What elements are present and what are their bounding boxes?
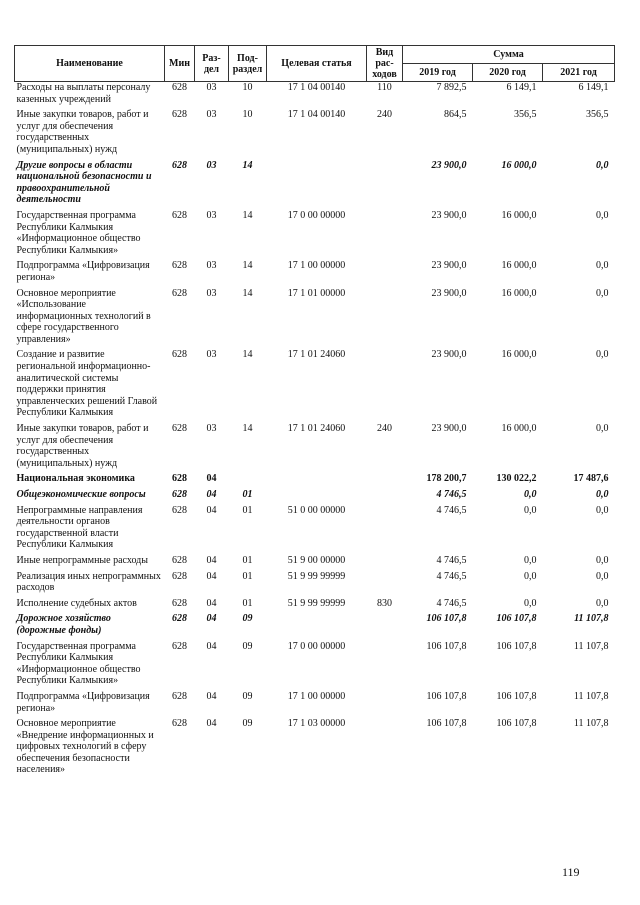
header-vid: Вид рас-ходов [367, 46, 403, 82]
cell-name: Дорожное хозяйство (дорожные фонды) [16, 613, 111, 636]
cell-celevaya: 17 1 01 24060 [287, 423, 346, 435]
cell-2020: 0,0 [524, 597, 537, 609]
cell-podrazdel: 09 [242, 690, 253, 702]
cell-name: Государственная программа Республики Калмыкия «Информационное общество Республики Калмыкия» [16, 209, 141, 256]
cell-celevaya: 17 1 01 24060 [287, 349, 346, 361]
cell-podrazdel: 01 [242, 489, 253, 500]
cell-min: 628 [172, 159, 187, 171]
cell-razdel: 04 [206, 473, 217, 485]
cell-min: 628 [172, 613, 187, 625]
cell-2021: 11 107,8 [574, 613, 609, 625]
cell-min: 628 [172, 570, 187, 582]
table-row [15, 691, 615, 718]
cell-min: 628 [172, 489, 187, 500]
cell-razdel: 03 [206, 349, 217, 361]
cell-2021: 11 107,8 [573, 690, 609, 702]
header-min: Мин [165, 46, 195, 82]
cell-2019: 106 107,8 [426, 640, 467, 652]
cell-name: Иные закупки товаров, работ и услуг для обеспечения государственных (муниципальных) нужд [16, 109, 149, 155]
cell-min: 628 [172, 82, 187, 93]
cell-min: 628 [172, 109, 187, 121]
cell-celevaya: 17 1 04 00140 [287, 109, 346, 121]
cell-min: 628 [172, 640, 187, 652]
cell-celevaya: 51 9 99 99999 [287, 597, 346, 609]
cell-podrazdel: 09 [242, 613, 253, 625]
cell-min: 628 [172, 473, 187, 485]
cell-2019: 106 107,8 [426, 613, 467, 625]
table-row [15, 349, 615, 423]
cell-vid: 240 [377, 109, 392, 121]
cell-2020: 106 107,8 [496, 718, 537, 730]
cell-min: 628 [172, 597, 187, 609]
cell-podrazdel: 09 [242, 640, 253, 652]
table-row [15, 288, 615, 350]
table-row [15, 571, 615, 598]
cell-vid [367, 160, 403, 210]
cell-celevaya: 17 1 00 00000 [287, 260, 346, 272]
cell-name: Иные закупки товаров, работ и услуг для обеспечения государственных (муниципальных) нужд [16, 423, 149, 469]
cell-2020: 16 000,0 [501, 423, 537, 435]
cell-razdel: 03 [206, 159, 217, 171]
cell-2020: 106 107,8 [496, 640, 537, 652]
cell-2019: 23 900,0 [431, 349, 467, 361]
cell-razdel: 03 [206, 209, 217, 221]
cell-razdel: 04 [206, 718, 217, 730]
cell-2020: 0,0 [524, 489, 537, 500]
cell-razdel: 04 [206, 690, 217, 702]
table-row [15, 641, 615, 691]
cell-min: 628 [172, 504, 187, 516]
cell-podrazdel: 14 [242, 287, 253, 299]
table-row [15, 489, 615, 505]
cell-name: Реализация иных непрограммных расходов [16, 570, 161, 594]
table-row [15, 505, 615, 555]
cell-min: 628 [172, 287, 187, 299]
table-row [15, 718, 615, 780]
cell-min: 628 [172, 349, 187, 361]
table-row [15, 555, 615, 571]
cell-2021: 6 149,1 [578, 82, 609, 93]
cell-celevaya: 17 1 01 00000 [287, 287, 346, 299]
cell-name: Расходы на выплаты персоналу казенных учреждений [16, 82, 151, 105]
cell-razdel: 04 [206, 554, 217, 566]
cell-podrazdel: 14 [242, 159, 253, 171]
cell-2021: 356,5 [586, 109, 609, 121]
cell-name: Национальная экономика [16, 473, 135, 485]
cell-2020: 16 000,0 [501, 349, 537, 361]
cell-name: Непрограммные направления деятельности органов государственной власти Республики Калмыкия [16, 504, 143, 551]
table-row [15, 423, 615, 473]
cell-celevaya: 17 0 00 00000 [287, 209, 346, 221]
cell-razdel: 04 [206, 570, 217, 582]
cell-2019: 23 900,0 [431, 260, 467, 272]
cell-podrazdel: 09 [242, 718, 253, 730]
cell-2020: 356,5 [514, 109, 537, 121]
cell-2020: 106 107,8 [496, 690, 537, 702]
cell-celevaya [267, 489, 367, 505]
cell-2019: 23 900,0 [431, 423, 467, 435]
cell-vid [367, 718, 403, 780]
cell-2019: 23 900,0 [431, 159, 467, 171]
table-row [15, 82, 615, 110]
cell-2021: 0,0 [596, 570, 609, 582]
cell-2021: 17 487,6 [573, 473, 609, 485]
cell-podrazdel: 10 [242, 82, 253, 93]
cell-vid [367, 349, 403, 423]
cell-min: 628 [172, 209, 187, 221]
cell-razdel: 03 [206, 260, 217, 272]
cell-min: 628 [172, 423, 187, 435]
cell-celevaya: 17 1 00 00000 [287, 690, 346, 702]
cell-2020: 0,0 [524, 570, 537, 582]
cell-2020: 0,0 [524, 504, 537, 516]
cell-razdel: 04 [206, 489, 217, 500]
cell-podrazdel: 01 [242, 570, 253, 582]
cell-razdel: 04 [206, 640, 217, 652]
cell-name: Подпрограмма «Цифровизация региона» [16, 690, 150, 714]
cell-celevaya [267, 613, 367, 640]
cell-2020: 106 107,8 [496, 613, 537, 625]
cell-vid [367, 555, 403, 571]
cell-vid [367, 260, 403, 287]
cell-vid [367, 210, 403, 260]
cell-2019: 4 746,5 [436, 504, 467, 516]
cell-2020: 6 149,1 [506, 82, 537, 93]
cell-min: 628 [172, 554, 187, 566]
cell-name: Исполнение судебных актов [16, 597, 137, 609]
cell-vid [367, 613, 403, 640]
table-row [15, 160, 615, 210]
cell-2021: 0,0 [596, 260, 609, 272]
cell-vid [367, 571, 403, 598]
table-row [15, 613, 615, 640]
cell-podrazdel: 01 [242, 554, 253, 566]
header-2021: 2021 год [543, 64, 615, 82]
cell-vid [367, 473, 403, 489]
cell-celevaya: 51 9 99 99999 [287, 570, 346, 582]
cell-podrazdel: 14 [242, 349, 253, 361]
cell-2021: 0,0 [596, 423, 609, 435]
cell-razdel: 04 [206, 597, 217, 609]
cell-2020: 16 000,0 [501, 209, 537, 221]
cell-razdel: 03 [206, 109, 217, 121]
page-number: 119 [562, 865, 580, 879]
cell-name: Создание и развитие региональной информационно-аналитической системы поддержки принятия управленческих решений Главой Республики Калмыкия [16, 349, 158, 419]
cell-2019: 106 107,8 [426, 690, 467, 702]
cell-podrazdel: 14 [242, 260, 253, 272]
cell-2021: 0,0 [596, 349, 609, 361]
cell-podrazdel: 10 [242, 109, 253, 121]
cell-razdel: 03 [206, 82, 217, 93]
cell-razdel: 03 [206, 423, 217, 435]
cell-name: Основное мероприятие «Внедрение информационных и цифровых технологий в сферу обеспечения безопасности населения» [16, 718, 154, 776]
cell-2019: 4 746,5 [436, 597, 467, 609]
cell-vid [367, 505, 403, 555]
cell-2021: 0,0 [596, 504, 609, 516]
table-row [15, 598, 615, 614]
cell-2019: 4 746,5 [436, 554, 467, 566]
cell-celevaya: 17 1 03 00000 [287, 718, 346, 730]
cell-2019: 864,5 [444, 109, 467, 121]
cell-vid [367, 641, 403, 691]
cell-2021: 0,0 [596, 159, 609, 171]
cell-min: 628 [172, 260, 187, 272]
cell-podrazdel: 01 [242, 597, 253, 609]
cell-2019: 23 900,0 [431, 209, 467, 221]
cell-2019: 7 892,5 [436, 82, 467, 93]
cell-2020: 16 000,0 [501, 287, 537, 299]
cell-celevaya: 51 0 00 00000 [287, 504, 346, 516]
cell-name: Общеэкономические вопросы [16, 489, 146, 500]
table-row [15, 473, 615, 489]
cell-2021: 0,0 [596, 597, 609, 609]
header-2019: 2019 год [403, 64, 473, 82]
cell-2021: 0,0 [596, 554, 609, 566]
cell-2019: 4 746,5 [436, 570, 467, 582]
header-2020: 2020 год [473, 64, 543, 82]
table-row [15, 210, 615, 260]
cell-2021: 11 107,8 [573, 718, 609, 730]
table-row [15, 109, 615, 159]
cell-razdel: 04 [206, 613, 217, 625]
cell-2020: 16 000,0 [501, 159, 537, 171]
table-header [15, 46, 615, 82]
cell-2021: 0,0 [596, 489, 609, 500]
cell-razdel: 04 [206, 504, 217, 516]
cell-name: Иные непрограммные расходы [16, 554, 148, 566]
cell-celevaya: 17 1 04 00140 [287, 82, 346, 93]
cell-name: Государственная программа Республики Калмыкия «Информационное общество Республики Калмыкия» [16, 640, 141, 687]
cell-2021: 0,0 [596, 287, 609, 299]
cell-2019: 23 900,0 [431, 287, 467, 299]
cell-2021: 11 107,8 [573, 640, 609, 652]
budget-table-page [14, 45, 614, 780]
cell-vid: 110 [377, 82, 392, 93]
header-celevaya: Целевая статья [267, 46, 367, 82]
header-razdel: Раз-дел [195, 46, 229, 82]
cell-vid [367, 288, 403, 350]
table-row [15, 260, 615, 287]
cell-celevaya [267, 160, 367, 210]
cell-name: Основное мероприятие «Использование информационных технологий в сфере государственного управления» [16, 287, 151, 345]
cell-2019: 106 107,8 [426, 718, 467, 730]
cell-podrazdel [229, 473, 267, 489]
header-name: Наименование [15, 46, 165, 82]
cell-name: Другие вопросы в области национальной безопасности и правоохранительной деятельности [16, 159, 152, 206]
cell-podrazdel: 14 [242, 209, 253, 221]
cell-vid [367, 691, 403, 718]
cell-2019: 178 200,7 [426, 473, 467, 485]
cell-podrazdel: 14 [242, 423, 253, 435]
cell-celevaya: 17 0 00 00000 [287, 640, 346, 652]
header-podrazdel: Под-раздел [229, 46, 267, 82]
cell-2020: 130 022,2 [496, 473, 537, 485]
table-body [15, 82, 615, 781]
cell-2019: 4 746,5 [436, 489, 467, 500]
cell-vid: 830 [377, 597, 392, 609]
budget-table [14, 45, 615, 780]
cell-celevaya: 51 9 00 00000 [287, 554, 346, 566]
header-summa: Сумма [403, 46, 615, 64]
cell-razdel: 03 [206, 287, 217, 299]
cell-celevaya [267, 473, 367, 489]
cell-2021: 0,0 [596, 209, 609, 221]
cell-min: 628 [172, 718, 187, 730]
cell-2020: 16 000,0 [501, 260, 537, 272]
cell-podrazdel: 01 [242, 504, 253, 516]
cell-min: 628 [172, 690, 187, 702]
cell-vid [367, 489, 403, 505]
cell-name: Подпрограмма «Цифровизация региона» [16, 260, 150, 283]
cell-2020: 0,0 [524, 554, 537, 566]
cell-vid: 240 [377, 423, 392, 435]
